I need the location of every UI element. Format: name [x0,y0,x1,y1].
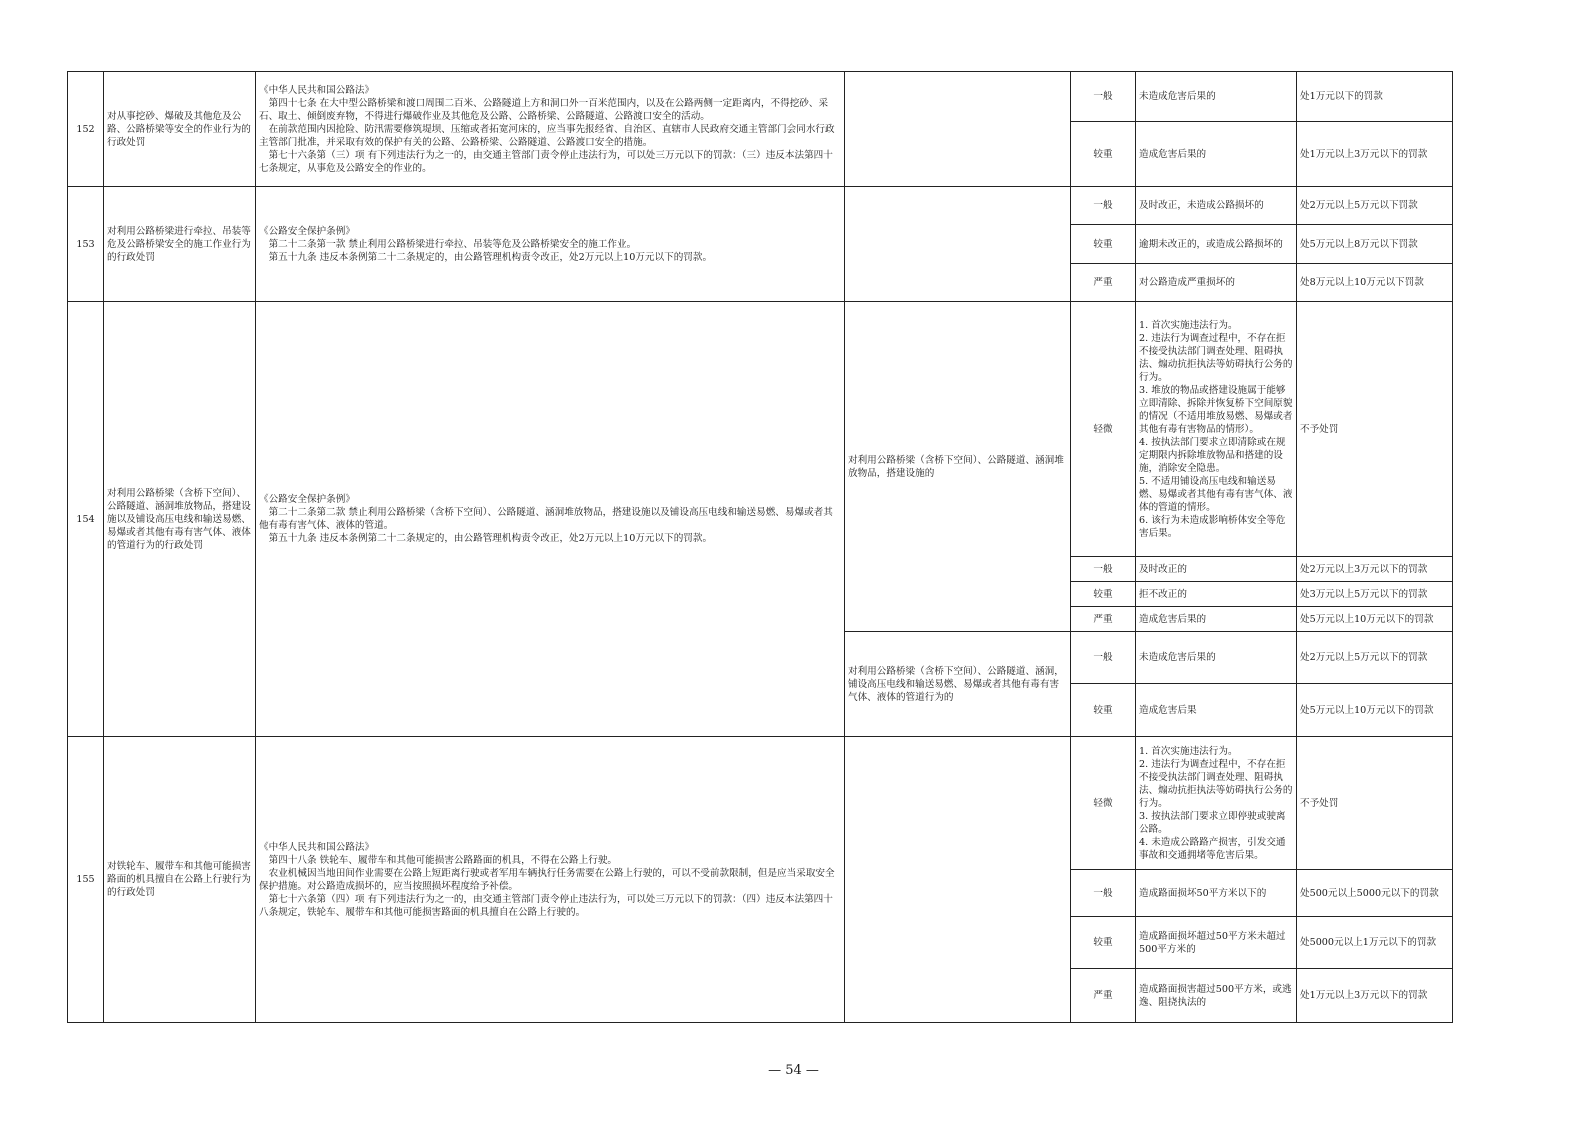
circumstance: 未造成危害后果的 [1136,72,1297,122]
discretion-standards-table [67,71,1453,1023]
penalty-standard: 处3万元以上5万元以下的罚款 [1297,582,1453,607]
row-number: 153 [68,187,104,302]
basis-line: 第四十七条 在大中型公路桥梁和渡口周围二百米、公路隧道上方和洞口外一百米范围内，以及在公路两侧一定距离内，不得挖砂、采石、取土、倾倒废弃物，不得进行爆破作业及其他危及公路、公路桥梁、公路隧道、公路渡口安全的活动。 [259,97,829,122]
list-item: 6. 该行为未造成影响桥体安全等危害后果。 [1139,514,1286,539]
circumstance: 拒不改正的 [1136,582,1297,607]
violation-level: 一般 [1071,72,1136,122]
violation-level: 较重 [1071,225,1136,264]
circumstance-list [1139,745,1293,862]
list-item: 1. 首次实施违法行为。 [1139,745,1238,757]
sub-item [845,187,1071,302]
violation-level: 一般 [1071,187,1136,225]
penalty-standard: 处5000元以上1万元以下的罚款 [1297,917,1453,969]
circumstance [1136,737,1297,870]
legal-basis [256,302,845,737]
violation-level: 一般 [1071,632,1136,684]
sub-item [845,72,1071,187]
violation-level: 轻微 [1071,302,1136,557]
basis-line: 《中华人民共和国公路法》 [259,841,375,853]
circumstance: 未造成危害后果的 [1136,632,1297,684]
penalty-standard: 处5万元以上10万元以下的罚款 [1297,607,1453,632]
penalty-standard: 处5万元以上8万元以下罚款 [1297,225,1453,264]
table-row [68,737,1453,870]
circumstance: 对公路造成严重损坏的 [1136,264,1297,302]
list-item: 4. 未造成公路路产损害，引发交通事故和交通拥堵等危害后果。 [1139,836,1286,861]
basis-line: 第五十九条 违反本条例第二十二条规定的，由公路管理机构责令改正，处2万元以上10万元以下的罚款。 [268,533,713,544]
row-number: 152 [68,72,104,187]
legal-basis [256,737,845,1023]
basis-line: 《中华人民共和国公路法》 [259,84,375,96]
legal-basis [256,187,845,302]
basis-line: 第七十六条第（四）项 有下列违法行为之一的，由交通主管部门责令停止违法行为，可以处三万元以下的罚款：（四）违反本法第四十八条规定，铁轮车、履带车和其他可能损害路面的机具擅自在公路上行驶的。 [259,893,833,918]
violation-level: 轻微 [1071,737,1136,870]
sub-item: 对利用公路桥梁（含桥下空间）、公路隧道、涵洞堆放物品，搭建设施的 [845,302,1071,632]
circumstance: 造成路面损坏超过50平方米未超过500平方米的 [1136,917,1297,969]
circumstance: 造成路面损坏50平方米以下的 [1136,870,1297,917]
violation-level: 较重 [1071,582,1136,607]
basis-line: 农业机械因当地田间作业需要在公路上短距离行驶或者军用车辆执行任务需要在公路上行驶的，可以不受前款限制，但是应当采取安全保护措施。对公路造成损坏的，应当按照损坏程度给予补偿。 [259,867,835,892]
table-row [68,302,1453,557]
circumstance: 造成路面损害超过500平方米，或逃逸、阻挠执法的 [1136,969,1297,1023]
penalty-standard: 处1万元以上3万元以下的罚款 [1297,969,1453,1023]
penalty-standard: 处1万元以上3万元以下的罚款 [1297,122,1453,187]
penalty-standard: 处500元以上5000元以下的罚款 [1297,870,1453,917]
circumstance: 造成危害后果 [1136,684,1297,737]
basis-line: 第四十八条 铁轮车、履带车和其他可能损害公路路面的机具，不得在公路上行驶。 [268,854,618,866]
list-item: 2. 违法行为调查过程中，不存在拒不接受执法部门调查处理、阻碍执法、煽动抗拒执法等妨碍执行公务的行为。 [1139,332,1293,383]
table-row [68,72,1453,122]
penalty-standard: 处2万元以上5万元以下罚款 [1297,187,1453,225]
violation-level: 严重 [1071,607,1136,632]
item-name: 对利用公路桥梁进行牵拉、吊装等危及公路桥梁安全的施工作业行为的行政处罚 [104,187,256,302]
sub-item [845,737,1071,1023]
violation-level: 较重 [1071,684,1136,737]
list-item: 1. 首次实施违法行为。 [1139,319,1238,331]
table-row [68,187,1453,225]
violation-level: 严重 [1071,969,1136,1023]
circumstance: 造成危害后果的 [1136,122,1297,187]
basis-line: 在前款范围内因抢险、防汛需要修筑堤坝、压缩或者拓宽河床的，应当事先报经省、自治区、直辖市人民政府交通主管部门会同水行政主管部门批准，并采取有效的保护有关的公路、公路桥梁、公路隧道、公路渡口安全的措施。 [259,123,835,148]
list-item: 3. 按执法部门要求立即停驶或驶离公路。 [1139,810,1286,835]
row-number: 155 [68,737,104,1023]
violation-level: 一般 [1071,870,1136,917]
list-item: 5. 不适用铺设高压电线和输送易燃、易爆或者其他有毒有害气体、液体的管道的情形。 [1139,475,1293,513]
penalty-standard: 处5万元以上10万元以下的罚款 [1297,684,1453,737]
penalty-standard: 处2万元以上5万元以下的罚款 [1297,632,1453,684]
circumstance: 及时改正的 [1136,557,1297,582]
list-item: 3. 堆放的物品或搭建设施属于能够立即清除、拆除并恢复桥下空间原貌的情况（不适用堆放易燃、易爆或者其他有毒有害物品的情形）。 [1139,384,1293,435]
violation-level: 一般 [1071,557,1136,582]
row-number: 154 [68,302,104,737]
circumstance: 造成危害后果的 [1136,607,1297,632]
basis-line: 第五十九条 违反本条例第二十二条规定的，由公路管理机构责令改正，处2万元以上10万元以下的罚款。 [268,251,713,263]
basis-line: 第二十二条第一款 禁止利用公路桥梁进行牵拉、吊装等危及公路桥梁安全的施工作业。 [268,238,637,250]
list-item: 4. 按执法部门要求立即清除或在规定期限内拆除堆放物品和搭建的设施，消除安全隐患。 [1139,436,1286,474]
penalty-standard: 不予处罚 [1297,737,1453,870]
penalty-standard: 不予处罚 [1297,302,1453,557]
basis-line: 第二十二条第二款 禁止利用公路桥梁（含桥下空间）、公路隧道、涵洞堆放物品，搭建设施以及铺设高压电线和输送易燃、易爆或者其他有毒有害气体、液体的管道。 [259,507,833,531]
basis-line: 《公路安全保护条例》 [259,494,355,505]
violation-level: 严重 [1071,264,1136,302]
circumstance: 及时改正，未造成公路损坏的 [1136,187,1297,225]
item-name: 对从事挖砂、爆破及其他危及公路、公路桥梁等安全的作业行为的行政处罚 [104,72,256,187]
penalty-standard: 处8万元以上10万元以下罚款 [1297,264,1453,302]
list-item: 2. 违法行为调查过程中，不存在拒不接受执法部门调查处理、阻碍执法、煽动抗拒执法等妨碍执行公务的行为。 [1139,758,1293,809]
circumstance [1136,302,1297,557]
sub-item: 对利用公路桥梁（含桥下空间）、公路隧道、涵洞，铺设高压电线和输送易燃、易爆或者其他有毒有害气体、液体的管道行为的 [845,632,1071,737]
item-name: 对铁轮车、履带车和其他可能损害路面的机具擅自在公路上行驶行为的行政处罚 [104,737,256,1023]
legal-basis [256,72,845,187]
violation-level: 较重 [1071,122,1136,187]
page-number: — 54 — [768,1063,819,1078]
circumstance: 逾期未改正的，或造成公路损坏的 [1136,225,1297,264]
circumstance-list [1139,319,1293,540]
basis-line: 第七十六条第（三）项 有下列违法行为之一的，由交通主管部门责令停止违法行为，可以处三万元以下的罚款：（三）违反本法第四十七条规定，从事危及公路安全的作业的。 [259,149,833,174]
violation-level: 较重 [1071,917,1136,969]
basis-line: 《公路安全保护条例》 [259,225,355,237]
item-name: 对利用公路桥梁（含桥下空间）、公路隧道、涵洞堆放物品，搭建设施以及铺设高压电线和输送易燃、易爆或者其他有毒有害气体、液体的管道行为的行政处罚 [104,302,256,737]
penalty-standard: 处1万元以下的罚款 [1297,72,1453,122]
penalty-standard: 处2万元以上3万元以下的罚款 [1297,557,1453,582]
